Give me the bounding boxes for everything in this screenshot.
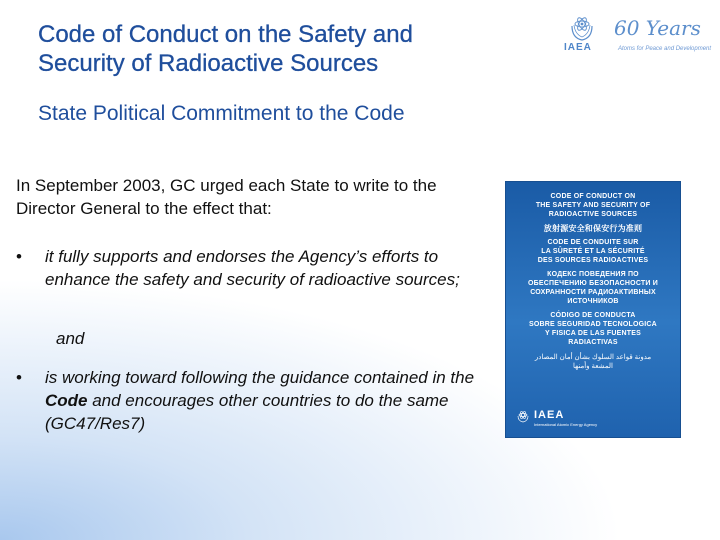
cover-english-title [506,192,680,219]
cover-ar-line: المشعة وأمنها [573,363,613,370]
cover-zh-line: 放射源安全和保安行为准则 [543,224,643,233]
title-line-1: Code of Conduct on the Safety and [38,21,413,48]
cover-es-line: SOBRE SEGURIDAD TECNOLOGICA [529,321,657,328]
iaea-emblem-icon [568,12,596,42]
bullet-2-text-start: is working toward following the guidance contained in the [45,368,475,387]
bullet-dot: • [16,247,22,266]
title-line-2: Security of Radioactive Sources [38,50,379,77]
cover-fr-line: DES SOURCES RADIOACTIVES [537,257,649,264]
cover-es-line: CÓDIGO DE CONDUCTA [550,312,636,319]
cover-footer-subtitle: International Atomic Energy Agency [534,422,598,427]
cover-chinese-title [506,224,680,233]
cover-fr-line: CODE DE CONDUITE SUR [547,239,639,246]
cover-spanish-title [506,311,680,347]
cover-ru-line: ИСТОЧНИКОВ [567,298,619,305]
iaea-emblem-icon [516,409,530,423]
cover-en-line: THE SAFETY AND SECURITY OF [535,202,651,209]
logo-org-text: IAEA [564,42,592,53]
cover-en-line: RADIOACTIVE SOURCES [548,211,638,218]
slide-subtitle: State Political Commitment to the Code [38,102,405,125]
cover-arabic-title [506,353,680,371]
cover-es-line: Y FISICA DE LAS FUENTES [545,330,641,337]
cover-ar-line: مدونة قواعد السلوك بشأن أمان المصادر [534,354,652,361]
bullet-dot: • [16,368,22,387]
code-of-conduct-cover-image [506,182,680,437]
iaea-60-years-logo [562,12,712,56]
cover-footer [514,409,674,427]
logo-years-text: 60 Years [614,16,701,40]
slide-title [38,20,518,78]
code-emphasis: Code [45,391,88,410]
cover-ru-line: КОДЕКС ПОВЕДЕНИЯ ПО [547,271,639,278]
cover-fr-line: LA SÛRETÉ ET LA SÉCURITÉ [541,248,645,255]
cover-ru-line: СОХРАННОСТИ РАДИОАКТИВНЫХ [530,289,656,296]
cover-french-title [506,238,680,265]
intro-paragraph: In September 2003, GC urged each State to write to the Director General to the effect that: [16,176,437,218]
and-connector: and [56,329,85,348]
cover-russian-title [506,270,680,306]
bullet-2-text-end: and encourages other countries to do the same (GC47/Res7) [45,391,449,433]
cover-en-line: CODE OF CONDUCT ON [550,193,636,200]
logo-tagline: Atoms for Peace and Development [618,46,712,52]
cover-ru-line: ОБЕСПЕЧЕНИЮ БЕЗОПАСНОСТИ И [527,280,658,287]
cover-footer-name: IAEA [534,409,565,421]
bullet-1-text: it fully supports and endorses the Agency’s efforts to enhance the safety and security of radioactive sources; [45,247,460,289]
bullet-2-text [45,366,475,435]
cover-es-line: RADIACTIVAS [568,339,618,346]
